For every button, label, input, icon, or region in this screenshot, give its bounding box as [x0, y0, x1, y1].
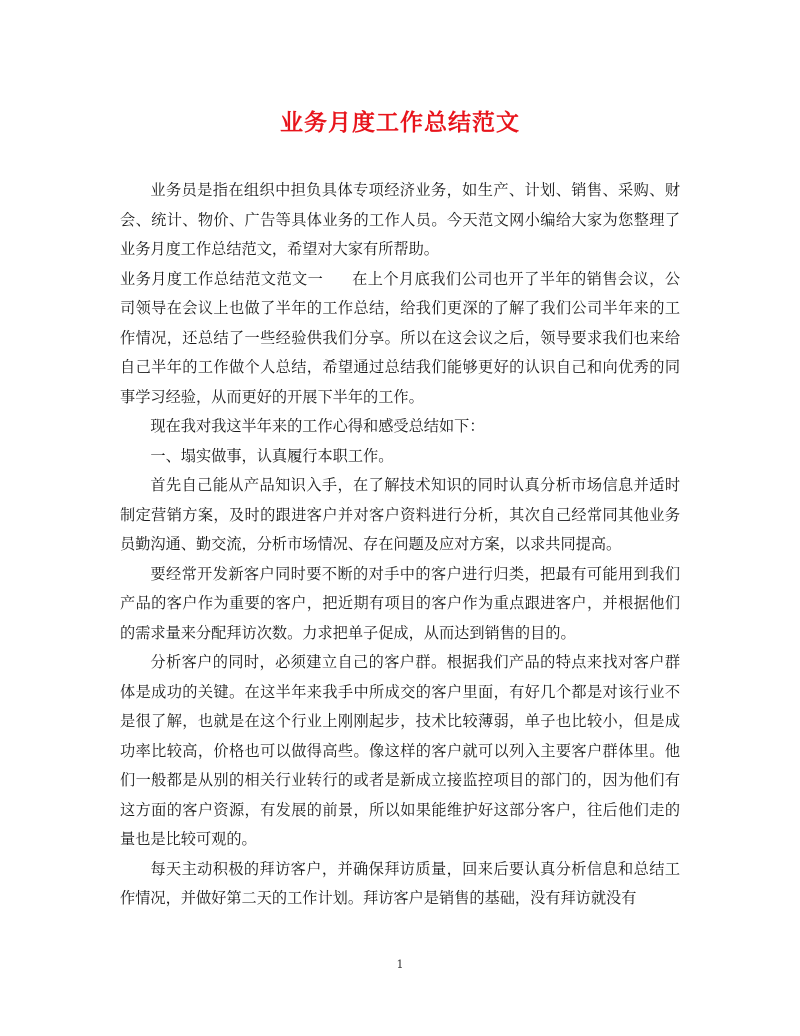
section-title: 业务月度工作总结范文范文一	[120, 269, 324, 288]
document-title: 业务月度工作总结范文	[280, 109, 520, 136]
intro-paragraph: 业务员是指在组织中担负具体专项经济业务，如生产、计划、销售、采购、财会、统计、物价、广告等具体业务的工作人员。今天范文网小编给大家为您整理了业务月度工作总结范文，希望对大家有所帮助。	[120, 181, 680, 258]
section-text: 在上个月底我们公司也开了半年的销售会议，公司领导在会议上也做了半年的工作总结，给我们更深的了解了我们公司半年来的工作情况，还总结了一些经验供我们分享。所以在这会议之后，领导要求我们也来给自己半年的工作做个人总结，希望通过总结我们能够更好的认识自己和向优秀的同事学习经验，从而更好的开展下半年的工作。	[120, 269, 681, 406]
body-paragraph: 一、塌实做事，认真履行本职工作。	[150, 446, 394, 465]
body-paragraph: 首先自己能从产品知识入手，在了解技术知识的同时认真分析市场信息并适时制定营销方案，及时的跟进客户并对客户资料进行分析，其次自己经常同其他业务员勤沟通、勤交流，分析市场情况、存在问题及应对方案，以求共同提高。	[120, 476, 680, 553]
body-paragraph: 现在我对我这半年来的工作心得和感受总结如下：	[150, 417, 485, 435]
document-body	[120, 176, 680, 914]
body-paragraph: 每天主动积极的拜访客户，并确保拜访质量，回来后要认真分析信息和总结工作情况，并做好第二天的工作计划。拜访客户是销售的基础，没有拜访就没有	[120, 859, 680, 907]
body-paragraph: 分析客户的同时，必须建立自己的客户群。根据我们产品的特点来找对客户群体是成功的关键。在这半年来我手中所成交的客户里面，有好几个都是对该行业不是很了解，也就是在这个行业上刚刚起步，技术比较薄弱，单子也比较小，但是成功率比较高，价格也可以做得高些。像这样的客户就可以列入主要客户群体里。他们一般都是从别的相关行业转行的或者是新成立接监控项目的部门的，因为他们有这方面的客户资源，有发展的前景，所以如果能维护好这部分客户，往后他们走的量也是比较可观的。	[120, 653, 680, 848]
body-paragraph: 要经常开发新客户同时要不断的对手中的客户进行归类，把最有可能用到我们产品的客户作为重要的客户，把近期有项目的客户作为重点跟进客户，并根据他们的需求量来分配拜访次数。力求把单子促成，从而达到销售的目的。	[120, 564, 680, 642]
section-paragraph	[120, 265, 680, 413]
page-number: 1	[396, 958, 404, 971]
